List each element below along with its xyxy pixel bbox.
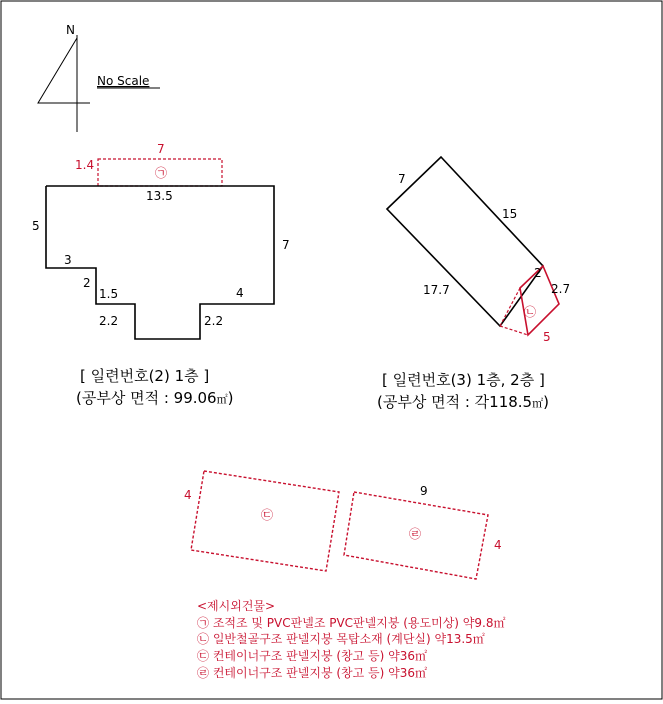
containers-plan [184, 471, 502, 579]
container-c-mark: ㉢ [261, 508, 274, 522]
b3-dim-annex-right: 2.7 [551, 282, 571, 296]
b2-dim-bottom-left: 2.2 [99, 314, 119, 328]
b3-dim-top-left: 7 [398, 172, 406, 186]
north-label: N [66, 23, 75, 37]
annex-b-dashed-edge [500, 326, 528, 335]
b2-dim-step-bottom: 1.5 [99, 287, 119, 301]
legend-item-d: ㉣ 컨테이너구조 판넬지붕 (창고 등) 약36㎡ [197, 666, 427, 680]
legend-item-b: ㉡ 일반철골구조 판넬지붕 목탑소재 (계단실) 약13.5㎡ [197, 632, 485, 646]
annex-a-top-dim: 7 [157, 142, 165, 156]
legend-title: <제시외건물> [197, 599, 276, 613]
legend-item-c: ㉢ 컨테이너구조 판넬지붕 (창고 등) 약36㎡ [197, 649, 427, 663]
north-arrow-triangle [38, 38, 90, 103]
b2-dim-right: 7 [282, 238, 290, 252]
building-2-outline [46, 186, 274, 339]
container-d-mark: ㉣ [409, 527, 422, 541]
building-2-area: (공부상 면적 : 99.06㎡) [76, 389, 234, 407]
scale-label: No Scale [97, 74, 150, 88]
building-3-title: [ 일련번호(3) 1층, 2층 ] [382, 371, 545, 389]
b2-dim-step-top: 3 [64, 253, 72, 267]
b2-dim-step-side: 2 [83, 276, 91, 290]
annex-b-mark: ㉡ [524, 305, 537, 319]
diagram-frame [1, 1, 662, 699]
building-2-title: [ 일련번호(2) 1층 ] [80, 367, 210, 385]
container-left-dim: 4 [184, 488, 192, 502]
building-3-outline [387, 157, 543, 326]
b3-dim-bottom-left: 17.7 [423, 283, 450, 297]
building-2-plan [32, 142, 290, 339]
container-top-dim: 9 [420, 484, 428, 498]
b3-dim-top-right: 15 [502, 207, 518, 221]
legend [197, 598, 505, 680]
building-3-plan [387, 157, 570, 344]
b2-dim-top: 13.5 [146, 189, 173, 203]
legend-item-a: ㉠ 조적조 및 PVC판넬조 PVC판넬지붕 (용도미상) 약9.8㎡ [197, 616, 506, 630]
b2-dim-bottom-right: 2.2 [204, 314, 224, 328]
annex-b-dashed-edge-2 [500, 288, 520, 326]
b3-dim-annex-bottom: 5 [543, 330, 551, 344]
container-right-dim: 4 [494, 538, 502, 552]
b2-dim-left: 5 [32, 219, 40, 233]
annex-a-left-dim: 1.4 [75, 158, 95, 172]
b3-dim-right-small: 2 [534, 266, 542, 280]
b2-dim-right-step: 4 [236, 286, 244, 300]
building-3-area: (공부상 면적 : 각118.5㎡) [377, 393, 549, 411]
north-arrow [38, 23, 90, 132]
annex-a-mark: ㉠ [155, 166, 168, 180]
